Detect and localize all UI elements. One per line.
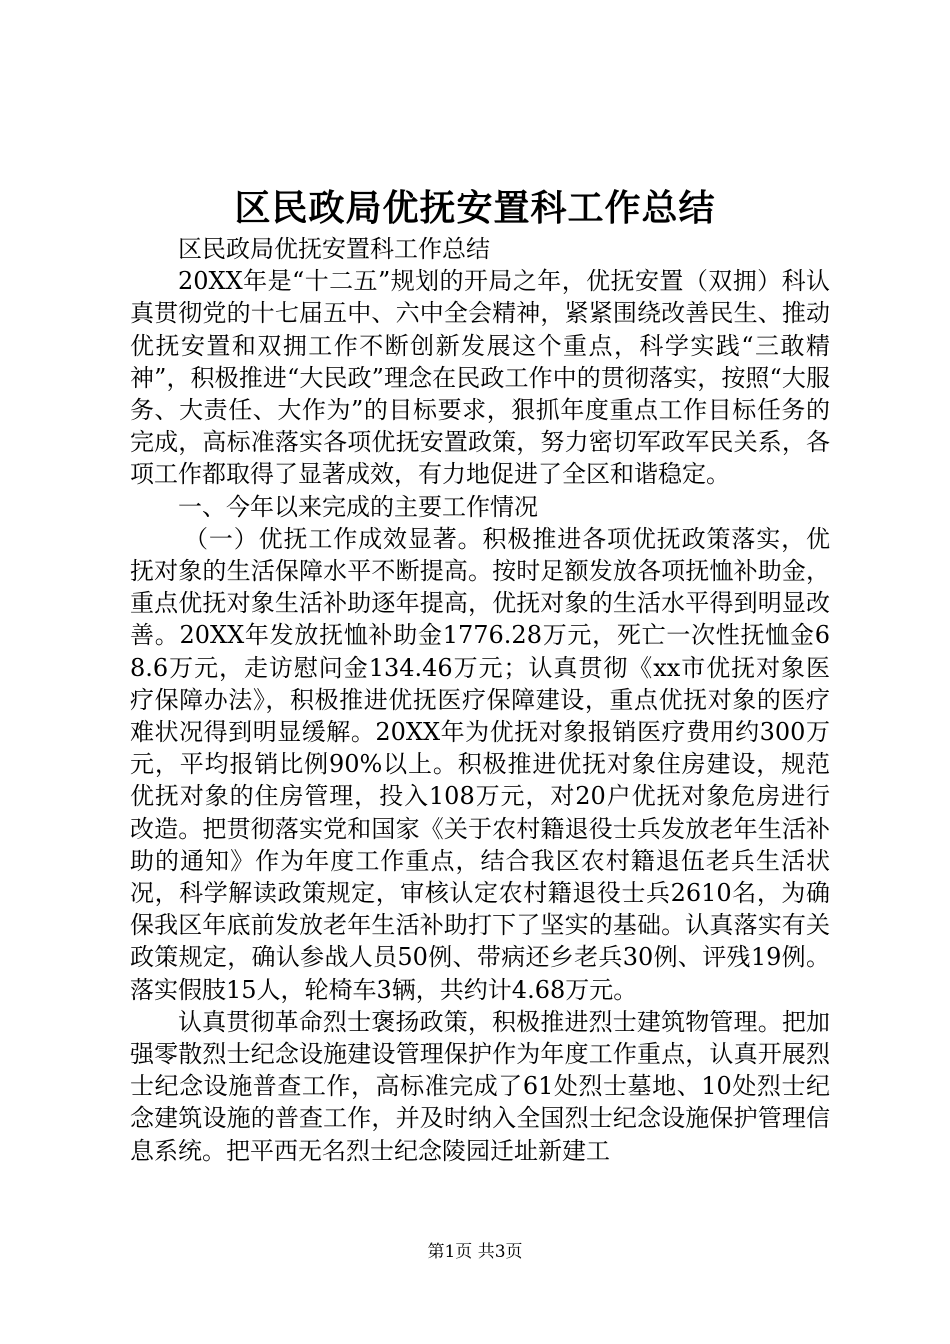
document-title: 区民政局优抚安置科工作总结 bbox=[234, 187, 716, 229]
document-body bbox=[130, 233, 830, 1167]
paragraph-section-1: （一）优抚工作成效显著。积极推进各项优抚政策落实，优抚对象的生活保障水平不断提高。按时足额发放各项抚恤补助金，重点优抚对象生活补助逐年提高，优抚对象的生活水平得到明显改善。20XX年发放抚恤补助金1776.28万元，死亡一次性抚恤金68.6万元，走访慰问金134.46万元；认真贯彻《xx市优抚对象医疗保障办法》，积极推进优抚医疗保障建设，重点优抚对象的医疗难状况得到明显缓解。20XX年为优抚对象报销医疗费用约300万元，平均报销比例90%以上。积极推进优抚对象住房建设，规范优抚对象的住房管理，投入108万元，对20户优抚对象危房进行改造。把贯彻落实党和国家《关于农村籍退役士兵发放老年生活补助的通知》作为年度工作重点，结合我区农村籍退伍老兵生活状况，科学解读政策规定，审核认定农村籍退役士兵2610名，为确保我区年底前发放老年生活补助打下了坚实的基础。认真落实有关政策规定，确认参战人员50例、带病还乡老兵30例、评残19例。落实假肢15人，轮椅车3辆，共约计4.68万元。 bbox=[130, 524, 830, 1004]
paragraph-subtitle: 区民政局优抚安置科工作总结 bbox=[178, 235, 490, 263]
paragraph-martyrs: 认真贯彻革命烈士褒扬政策，积极推进烈士建筑物管理。把加强零散烈士纪念设施建设管理保护作为年度工作重点，认真开展烈士纪念设施普查工作，高标准完成了61处烈士墓地、10处烈士纪念建筑设施的普查工作，并及时纳入全国烈士纪念设施保护管理信息系统。把平西无名烈士纪念陵园迁址新建工 bbox=[130, 1007, 830, 1165]
section-heading: 一、今年以来完成的主要工作情况 bbox=[178, 492, 538, 521]
page-footer: 第1页 共3页 bbox=[427, 1242, 523, 1262]
paragraph-intro: 20XX年是“十二五”规划的开局之年，优抚安置（双拥）科认真贯彻党的十七届五中、六中全会精神，紧紧围绕改善民生、推动优抚安置和双拥工作不断创新发展这个重点，科学实践“三敢精神”，积极推进“大民政”理念在民政工作中的贯彻落实，按照“大服务、大责任、大作为”的目标要求，狠抓年度重点工作目标任务的完成，高标准落实各项优抚安置政策，努力密切军政军民关系，各项工作都取得了显著成效，有力地促进了全区和谐稳定。 bbox=[130, 267, 830, 489]
